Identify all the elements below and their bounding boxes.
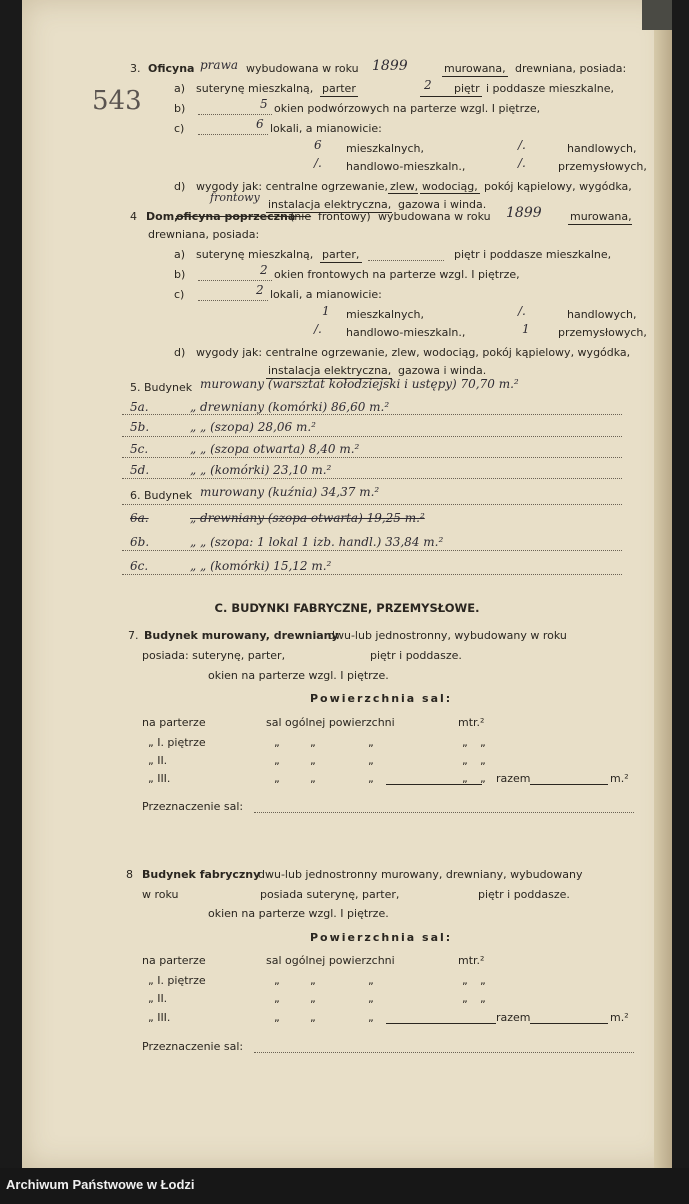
sec4-struck2: (nie: [290, 210, 312, 223]
sec8-surface: Powierzchnia sal:: [310, 931, 453, 944]
sec3-resid-count: 6: [314, 138, 322, 152]
ditto: „: [462, 992, 468, 1005]
fill-line: [254, 1052, 634, 1053]
sec7-title: Budynek murowany, drewniany: [144, 629, 339, 642]
fill-line: [368, 260, 444, 261]
ditto: „: [480, 992, 486, 1005]
sec3-windows: 5: [260, 97, 268, 111]
sec3-year: 1899: [372, 58, 408, 74]
sec8-row3: „ III.: [148, 1011, 171, 1024]
fill-line: [198, 134, 268, 135]
underline: [420, 96, 482, 97]
sec4-built: wybudowana w roku: [378, 210, 491, 223]
sec3-d: d): [174, 180, 186, 193]
sec7-line3: okien na parterze wzgl. I piętrze.: [208, 669, 389, 682]
sec7-row3: „ III.: [148, 772, 171, 785]
sec3-mat-b: drewniana, posiada:: [515, 62, 627, 75]
fill-line: [122, 457, 622, 458]
sec7-line1: dwu-lub jednostronny, wybudowany w roku: [328, 629, 567, 642]
ditto: „: [368, 974, 374, 987]
sec4-windows: 2: [260, 263, 268, 277]
ditto: „: [462, 754, 468, 767]
underline: [442, 76, 508, 77]
ditto: „: [310, 1011, 316, 1024]
building-label: 5c.: [130, 442, 149, 456]
building-entry: „ „ (szopa: 1 lokal 1 izb. handl.) 33,84 m.²: [190, 535, 444, 549]
sec4-resid-count: 1: [322, 304, 330, 318]
fill-line: [198, 280, 272, 281]
sec3-mat-a: murowana,: [444, 62, 506, 75]
sec4-resid: mieszkalnych,: [346, 308, 425, 321]
sec4-front: frontowy): [318, 210, 371, 223]
fill-line: [198, 300, 268, 301]
sec7-mtr: mtr.²: [458, 716, 485, 729]
sec7-line2a: posiada: suterynę, parter,: [142, 649, 286, 662]
building-label: 5a.: [130, 400, 149, 414]
ditto: „: [310, 754, 316, 767]
sec4-num: 4: [130, 210, 137, 223]
sec7-row1: „ I. piętrze: [148, 736, 206, 749]
sec4-mat-b: drewniana, posiada:: [148, 228, 260, 241]
sec3-d-text1: wygody jak: centralne ogrzewanie,: [196, 180, 389, 193]
building-entry: murowany (warsztat kołodziejski i ustępy) 70,70 m.²: [200, 377, 519, 391]
building-label: 6b.: [130, 535, 150, 549]
fill-line: [122, 436, 622, 437]
sec8-m2: m.²: [610, 1011, 629, 1024]
ditto: „: [274, 754, 280, 767]
sec4-trade: handlowych,: [567, 308, 637, 321]
page-fold: [654, 0, 672, 1168]
sec3-ind-count: /.: [518, 156, 526, 170]
sec4-ind-count: 1: [522, 322, 530, 336]
building-entry: „ „ (szopa otwarta) 8,40 m.²: [190, 442, 360, 456]
fill-line: [122, 574, 622, 575]
ditto: „: [368, 772, 374, 785]
sec3-a-text2: i poddasze mieszkalne,: [486, 82, 614, 95]
sec3-trade-count: /.: [518, 138, 526, 152]
sec3-units: 6: [256, 117, 264, 131]
building-entry: „ „ (komórki) 23,10 m.²: [190, 463, 332, 477]
sec4-a-parter: parter,: [322, 248, 360, 261]
binding-corner: [642, 0, 672, 30]
sec4-a-text1: suterynę mieszkalną,: [196, 248, 314, 261]
document-page: [22, 0, 672, 1168]
sec8-parter: na parterze: [142, 954, 206, 967]
sec4-above: frontowy: [210, 191, 260, 204]
building-label: 5d.: [130, 463, 150, 477]
sec4-a: a): [174, 248, 186, 261]
ditto: „: [480, 754, 486, 767]
sec7-purpose: Przeznaczenie sal:: [142, 800, 244, 813]
sec3-side: prawa: [200, 58, 238, 72]
sec4-c-text: lokali, a mianowicie:: [270, 288, 382, 301]
underline: [320, 96, 358, 97]
sec3-built: wybudowana w roku: [246, 62, 359, 75]
ditto: „: [368, 1011, 374, 1024]
building-entry: „ „ (komórki) 15,12 m.²: [190, 559, 332, 573]
sec7-parter: na parterze: [142, 716, 206, 729]
sec3-d-elec: instalacja elektryczna,: [268, 198, 392, 211]
underline: [386, 1023, 496, 1024]
sec8-line2c: piętr i poddasze.: [478, 888, 570, 901]
sec3-title: Oficyna: [148, 62, 195, 75]
sec3-pietr: piętr: [454, 82, 480, 95]
sec3-num: 3.: [130, 62, 141, 75]
sec4-year: 1899: [506, 205, 542, 221]
sec7-sal: sal ogólnej powierzchni: [266, 716, 395, 729]
sec3-resid: mieszkalnych,: [346, 142, 425, 155]
sec3-b: b): [174, 102, 186, 115]
sec4-struck1: oficyna poprzeczna: [176, 210, 296, 223]
archive-footer: [0, 1168, 689, 1204]
building-entry: „ drewniany (szopa otwarta) 19,25 m.²: [190, 511, 425, 525]
fill-line: [122, 550, 622, 551]
ditto: „: [480, 974, 486, 987]
fill-line: [254, 812, 634, 813]
sec3-mixed: handlowo-mieszkaln.,: [346, 160, 466, 173]
archive-name: Archiwum Państwowe w Łodzi: [6, 1177, 195, 1192]
sec8-razem: razem: [496, 1011, 531, 1024]
sec8-row2: „ II.: [148, 992, 168, 1005]
sec4-mat-a: murowana,: [570, 210, 632, 223]
sec3-a-text1: suterynę mieszkalną,: [196, 82, 314, 95]
sec8-purpose: Przeznaczenie sal:: [142, 1040, 244, 1053]
ditto: „: [368, 736, 374, 749]
sec3-b-text: okien podwórzowych na parterze wzgl. I piętrze,: [274, 102, 541, 115]
sec7-surface: Powierzchnia sal:: [310, 692, 453, 705]
sec8-num: 8: [126, 868, 133, 881]
ditto: „: [368, 992, 374, 1005]
underline: [420, 193, 480, 194]
sec7-num: 7.: [128, 629, 139, 642]
underline: [568, 224, 632, 225]
building-entry: „ „ (szopa) 28,06 m.²: [190, 420, 316, 434]
underline: [320, 262, 362, 263]
sec4-c: c): [174, 288, 185, 301]
sec8-row1: „ I. piętrze: [148, 974, 206, 987]
sec4-ind: przemysłowych,: [558, 326, 647, 339]
sec4-d-text1: wygody jak: centralne ogrzewanie, zlew, wodociąg, pokój kąpielowy, wygódka,: [196, 346, 631, 359]
sec3-trade: handlowych,: [567, 142, 637, 155]
fill-line: [122, 414, 622, 415]
sec3-a: a): [174, 82, 186, 95]
sec3-c: c): [174, 122, 185, 135]
ditto: „: [462, 736, 468, 749]
sec3-d-wodociag: wodociąg,: [422, 180, 478, 193]
sec3-d-text3: gazowa i winda.: [398, 198, 487, 211]
ditto: „: [274, 992, 280, 1005]
sec3-d-text2: pokój kąpielowy, wygódka,: [484, 180, 632, 193]
sec3-floors: 2: [424, 78, 432, 92]
sec4-b: b): [174, 268, 186, 281]
sec7-razem: razem: [496, 772, 531, 785]
fill-line: [198, 114, 272, 115]
sec4-d-text3: gazowa i winda.: [398, 364, 487, 377]
underline: [530, 1023, 608, 1024]
ditto: „: [310, 974, 316, 987]
fill-line: [122, 478, 622, 479]
sec3-mixed-count: /.: [314, 156, 322, 170]
ditto: „: [274, 736, 280, 749]
ditto: „: [462, 772, 468, 785]
ditto: „: [274, 1011, 280, 1024]
building-label: 5b.: [130, 420, 150, 434]
ditto: „: [462, 974, 468, 987]
sec8-title: Budynek fabryczny: [142, 868, 261, 881]
sec8-sal: sal ogólnej powierzchni: [266, 954, 395, 967]
ditto: „: [310, 736, 316, 749]
sec3-a-parter: parter: [322, 82, 356, 95]
ditto: „: [310, 772, 316, 785]
sec3-ind: przemysłowych,: [558, 160, 647, 173]
ditto: „: [480, 772, 486, 785]
sec7-m2: m.²: [610, 772, 629, 785]
sec4-d-elec: instalacja elektryczna,: [268, 364, 392, 377]
sec8-line2b: posiada suterynę, parter,: [260, 888, 400, 901]
sec7-row2: „ II.: [148, 754, 168, 767]
sec3-c-text: lokali, a mianowicie:: [270, 122, 382, 135]
building-label: 6c.: [130, 559, 149, 573]
sec8-line1: dwu-lub jednostronny murowany, drewniany, wybudowany: [258, 868, 583, 881]
underline: [530, 784, 608, 785]
underline: [388, 193, 418, 194]
sec4-mixed-count: /.: [314, 322, 322, 336]
building-label: 6a.: [130, 511, 149, 525]
sec8-line2a: w roku: [142, 888, 179, 901]
ditto: „: [274, 974, 280, 987]
building-entry: murowany (kuźnia) 34,37 m.²: [200, 485, 380, 499]
sec4-title: Dom,: [146, 210, 179, 223]
ditto: „: [480, 736, 486, 749]
building-label: 5. Budynek: [130, 381, 193, 394]
sec4-trade-count: /.: [518, 304, 526, 318]
underline: [386, 784, 482, 785]
fill-line: [122, 504, 622, 505]
ditto: „: [368, 754, 374, 767]
sec7-line2b: piętr i poddasze.: [370, 649, 462, 662]
section-c-heading: C. BUDYNKI FABRYCZNE, PRZEMYSŁOWE.: [214, 601, 480, 615]
building-label: 6. Budynek: [130, 489, 193, 502]
sec4-a-text2: piętr i poddasze mieszkalne,: [454, 248, 612, 261]
sec8-line3: okien na parterze wzgl. I piętrze.: [208, 907, 389, 920]
ditto: „: [274, 772, 280, 785]
sec3-d-zlew: zlew,: [390, 180, 419, 193]
sec4-mixed: handlowo-mieszkaln.,: [346, 326, 466, 339]
sec4-units: 2: [256, 283, 264, 297]
sec8-mtr: mtr.²: [458, 954, 485, 967]
building-entry: „ drewniany (komórki) 86,60 m.²: [190, 400, 390, 414]
sec4-b-text: okien frontowych na parterze wzgl. I piętrze,: [274, 268, 520, 281]
ditto: „: [310, 992, 316, 1005]
sec4-d: d): [174, 346, 186, 359]
page-number: 543: [92, 86, 142, 116]
